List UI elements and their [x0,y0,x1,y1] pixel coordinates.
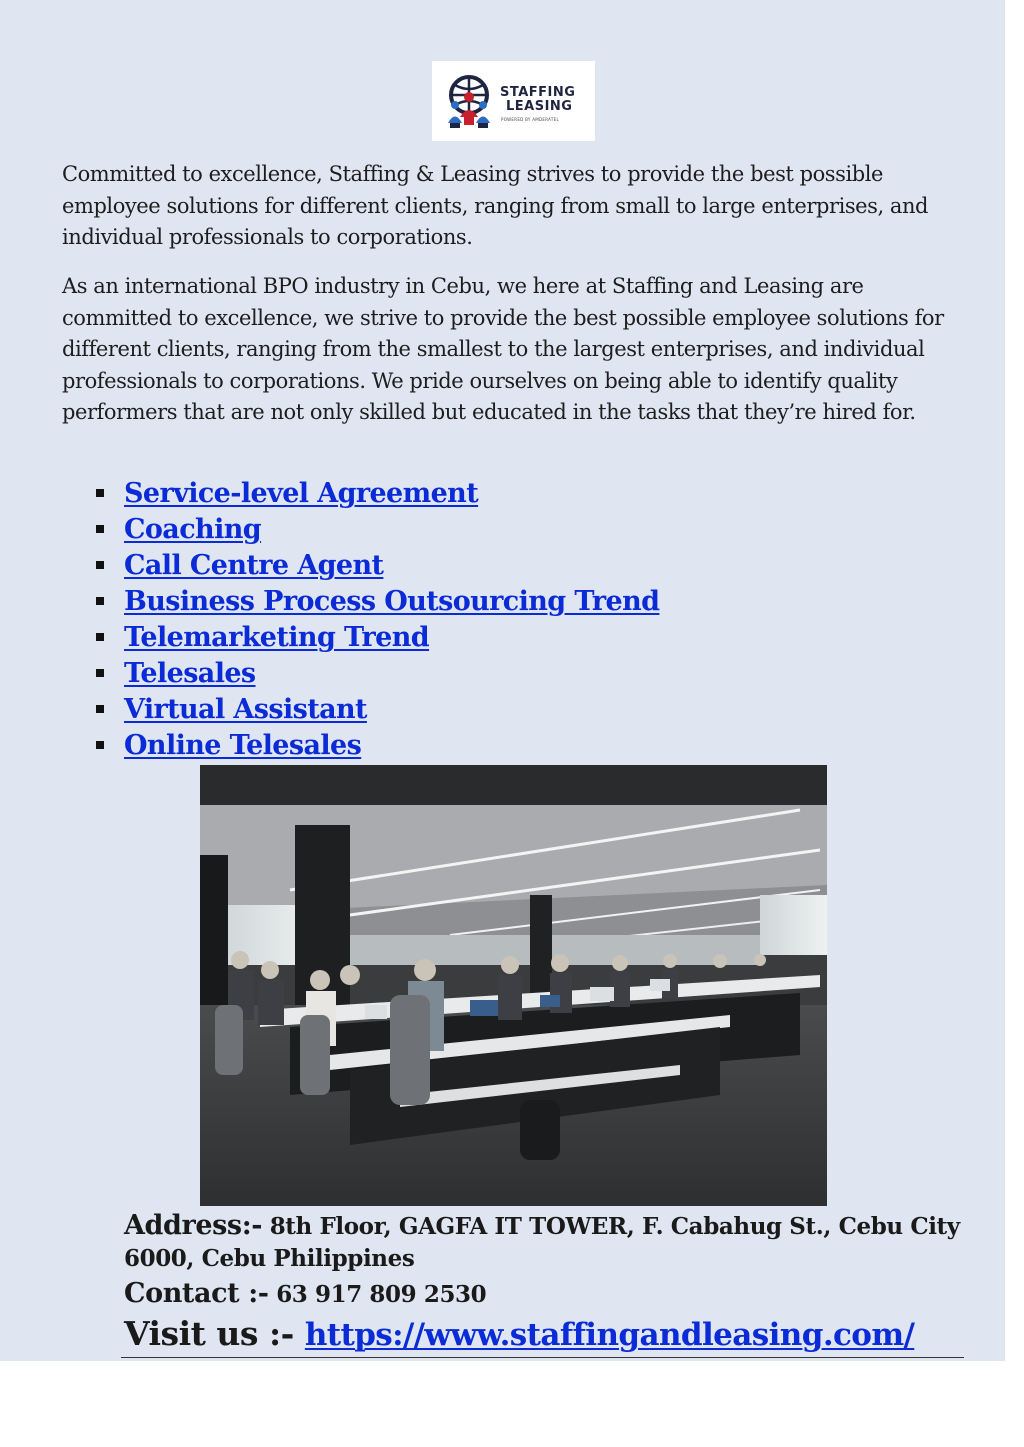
address-line-1 [124,1208,960,1247]
website-link[interactable]: https://www.staffingandleasing.com/ [304,1317,915,1353]
link-coaching[interactable]: Coaching [124,514,262,545]
link-bpo-trend[interactable]: Business Process Outsourcing Trend [124,586,660,617]
address-value: 8th Floor, GAGFA IT TOWER, F. Cabahug St., Cebu City [262,1213,960,1240]
square-bullet-icon [96,525,104,533]
visit-line [124,1312,914,1362]
link-telesales[interactable]: Telesales [124,658,256,689]
logo-wordmark-line1: STAFFING [500,85,576,100]
logo-wordmark-line2: LEASING [506,99,573,114]
link-virtual-assistant[interactable]: Virtual Assistant [124,694,367,725]
footer-divider [121,1357,964,1358]
contact-label: Contact :- [124,1278,269,1309]
square-bullet-icon [96,669,104,677]
link-telemarketing-trend[interactable]: Telemarketing Trend [124,622,430,653]
address-value-2: 6000, Cebu Philippines [124,1245,415,1272]
staffing-leasing-logo [432,61,595,141]
link-service-level-agreement[interactable]: Service-level Agreement [124,478,479,509]
square-bullet-icon [96,741,104,749]
globe-people-icon [440,73,498,129]
contact-phone: 63 917 809 2530 [268,1281,487,1308]
intro-paragraph: Committed to excellence, Staffing & Leasing strives to provide the best possible employee solutions for different clients, ranging from small to large enterprises, and individual professionals to corporations. [62,162,929,249]
link-online-telesales[interactable]: Online Telesales [124,730,362,761]
square-bullet-icon [96,561,104,569]
address-line-2 [124,1244,414,1276]
link-call-centre-agent[interactable]: Call Centre Agent [124,550,384,581]
address-label: Address:- [124,1210,263,1241]
square-bullet-icon [96,633,104,641]
about-paragraph: As an international BPO industry in Cebu, we here at Staffing and Leasing are committed to excellence, we strive to provide the best possible employee solutions for different clients, ranging from the smallest to the largest enterprises, and individual professionals to corporations. We pride ourselves on being able to identify quality performers that are not only skilled but educated in the tasks that they’re hired for. [62,274,944,424]
contact-line [124,1276,486,1315]
logo-tagline: POWERED BY AMDERATEL [501,117,559,122]
square-bullet-icon [96,489,104,497]
square-bullet-icon [96,705,104,713]
visit-label: Visit us :- [124,1314,305,1353]
square-bullet-icon [96,597,104,605]
office-photo [200,765,827,1206]
